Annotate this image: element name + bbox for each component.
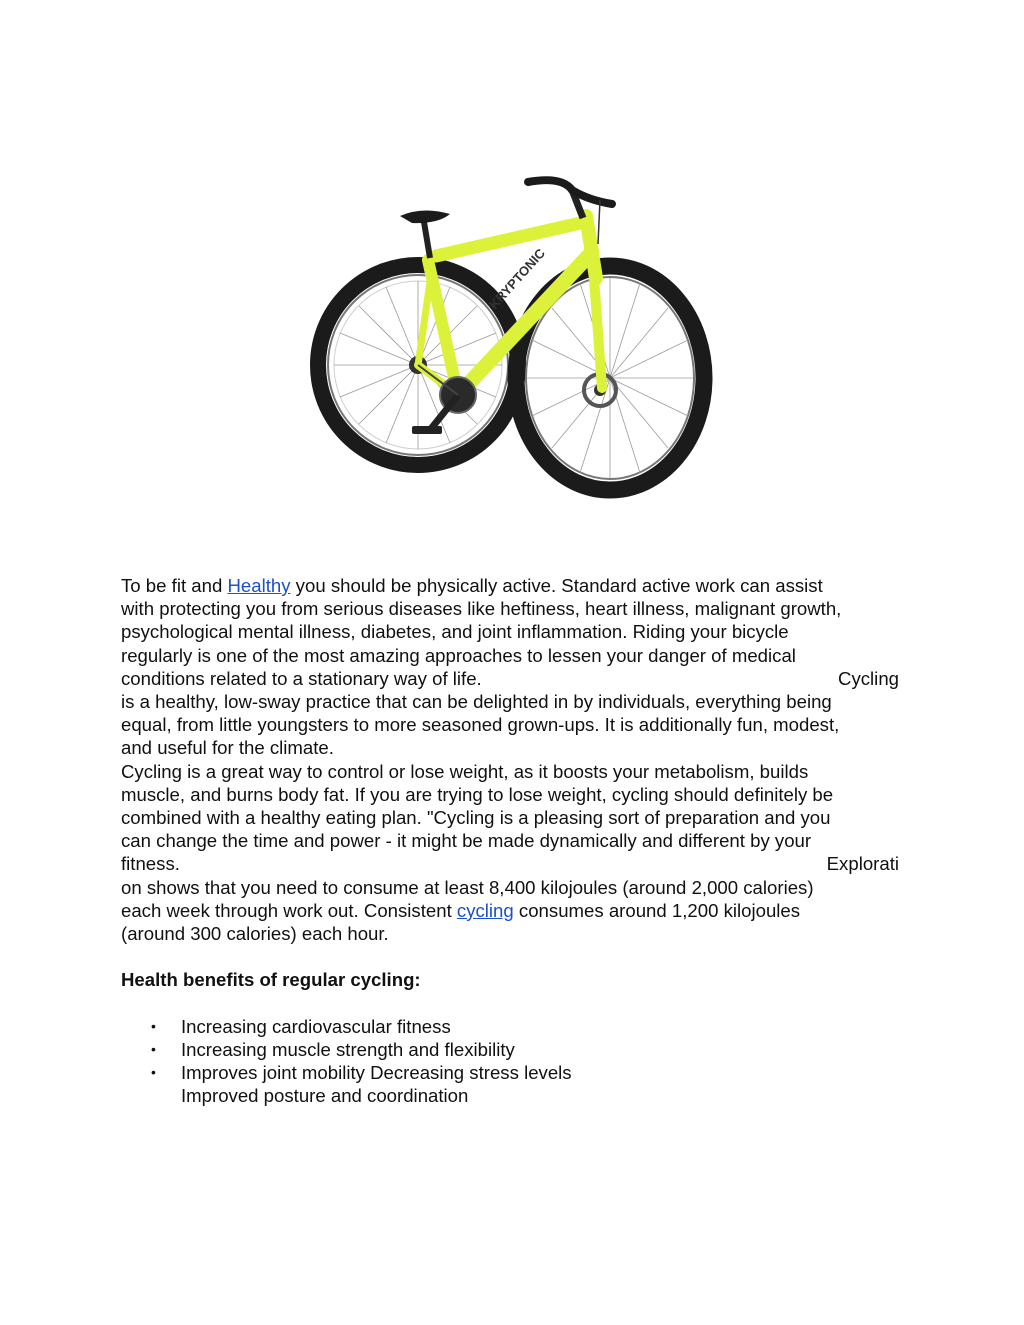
list-item-continuation	[121, 1084, 899, 1107]
text-line: regularly is one of the most amazing approaches to lessen your danger of medical	[121, 644, 796, 666]
list-item	[121, 1061, 899, 1084]
list-item	[121, 1038, 899, 1061]
list-item-text: Increasing muscle strength and flexibility	[181, 1039, 515, 1061]
text-line: combined with a healthy eating plan. "Cycling is a pleasing sort of preparation and you	[121, 807, 831, 829]
list-item-text: Improves joint mobility Decreasing stress levels	[181, 1062, 572, 1084]
text-line: muscle, and burns body fat. If you are trying to lose weight, cycling should definitely be	[121, 783, 834, 805]
text-span: each week through work out. Consistent	[121, 899, 457, 921]
list-item	[121, 1015, 899, 1038]
text-line: with protecting you from serious diseases like heftiness, heart illness, malignant growth,	[121, 598, 842, 620]
text-span: Explorati	[826, 853, 899, 875]
text-line: on shows that you need to consume at least 8,400 kilojoules (around 2,000 calories)	[121, 876, 814, 898]
text-line: is a healthy, low-sway practice that can be delighted in by individuals, everything being	[121, 691, 832, 713]
bullet-icon: •	[151, 1064, 156, 1081]
bicycle-image	[300, 160, 720, 530]
text-line: psychological mental illness, diabetes, and joint inflammation. Riding your bicycle	[121, 621, 789, 643]
text-line: (around 300 calories) each hour.	[121, 923, 389, 945]
text-line: and useful for the climate.	[121, 737, 334, 759]
list-item-text: Improved posture and coordination	[181, 1085, 469, 1107]
paragraph-weight	[121, 760, 899, 946]
text-span: fitness.	[121, 853, 180, 875]
text-span: Cycling	[838, 667, 899, 689]
article-body	[121, 574, 899, 1108]
text-line	[121, 667, 899, 690]
text-span: conditions related to a stationary way of life.	[121, 667, 482, 689]
text-span: consumes around 1,200 kilojoules	[513, 899, 801, 921]
bicycle-icon	[300, 160, 720, 530]
benefits-heading: Health benefits of regular cycling:	[121, 969, 421, 991]
paragraph-intro	[121, 574, 899, 760]
list-item-text: Increasing cardiovascular fitness	[181, 1015, 451, 1037]
text-line: can change the time and power - it might be made dynamically and different by your	[121, 830, 812, 852]
text-line: Cycling is a great way to control or lose weight, as it boosts your metabolism, builds	[121, 760, 809, 782]
bullet-icon: •	[151, 1041, 156, 1058]
text-line	[121, 574, 899, 597]
text-line: equal, from little youngsters to more seasoned grown-ups. It is additionally fun, modest,	[121, 714, 840, 736]
frame-brand-text: KRYPTONIC	[486, 245, 548, 313]
text-span: you should be physically active. Standard active work can assist	[290, 575, 823, 596]
bullet-icon: •	[151, 1017, 156, 1034]
benefits-list	[121, 1015, 899, 1108]
healthy-link[interactable]: Healthy	[227, 575, 291, 596]
text-line	[121, 899, 899, 922]
text-span: To be fit and	[121, 575, 228, 596]
cycling-link[interactable]: cycling	[456, 899, 514, 921]
text-line	[121, 852, 899, 875]
